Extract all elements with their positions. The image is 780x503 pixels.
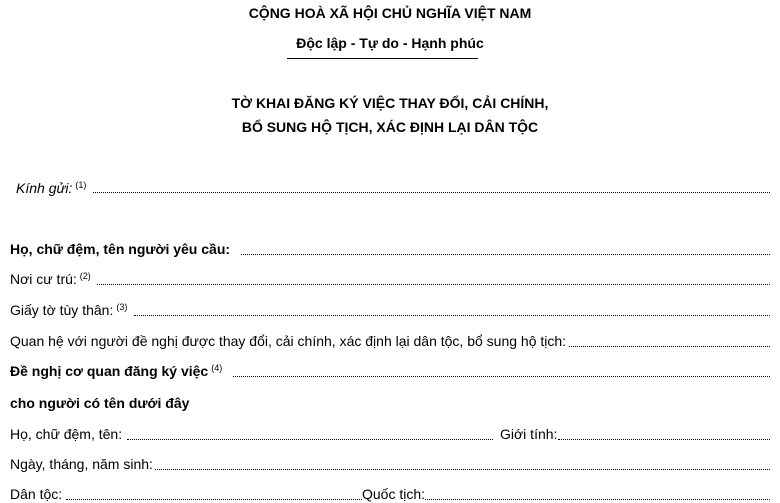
residence-label: Nơi cư trú: $^{(2)}$ — [10, 271, 91, 287]
requester-name-label: Họ, chữ đệm, tên người yêu cầu: — [10, 241, 231, 257]
nationality-field[interactable] — [425, 499, 770, 500]
form-title-line2: BỔ SUNG HỘ TỊCH, XÁC ĐỊNH LẠI DÂN TỘC — [241, 119, 539, 135]
form-title-line1: TỜ KHAI ĐĂNG KÝ VIỆC THAY ĐỔI, CẢI CHÍNH, — [231, 95, 549, 111]
id-papers-field[interactable] — [134, 315, 770, 316]
relationship-label: Quan hệ với người đề nghị được thay đổi, cải chính, xác định lại dân tộc, bổ sung hộ tịch: — [10, 333, 567, 349]
request-label: Đề nghị cơ quan đăng ký việc $^{(4)}$ — [10, 363, 223, 379]
for-person-label: cho người có tên dưới đây — [10, 395, 190, 411]
gender-label: Giới tính: — [500, 426, 558, 442]
requester-name-field[interactable] — [241, 254, 770, 255]
gender-field[interactable] — [558, 439, 770, 440]
motto: Độc lập - Tự do - Hạnh phúc — [296, 35, 484, 51]
id-papers-label: Giấy tờ tùy thân: $^{(3)}$ — [10, 302, 128, 318]
residence-field[interactable] — [97, 284, 770, 285]
dob-field[interactable] — [155, 469, 770, 470]
subject-name-label: Họ, chữ đệm, tên: — [10, 426, 123, 442]
subject-name-field[interactable] — [127, 439, 493, 440]
dob-label: Ngày, tháng, năm sinh: — [10, 456, 153, 472]
kinh-gui-field[interactable] — [93, 192, 770, 193]
relationship-field[interactable] — [569, 346, 770, 347]
ethnicity-label: Dân tộc: — [10, 486, 63, 502]
nationality-label: Quốc tịch: — [362, 486, 426, 502]
kinh-gui-label: Kính gửi: $^{(1)}$ — [16, 180, 87, 196]
request-field[interactable] — [233, 376, 770, 377]
motto-underline — [287, 58, 478, 59]
country-name: CỘNG HOÀ XÃ HỘI CHỦ NGHĨA VIỆT NAM — [248, 5, 532, 21]
ethnicity-field[interactable] — [66, 499, 362, 500]
